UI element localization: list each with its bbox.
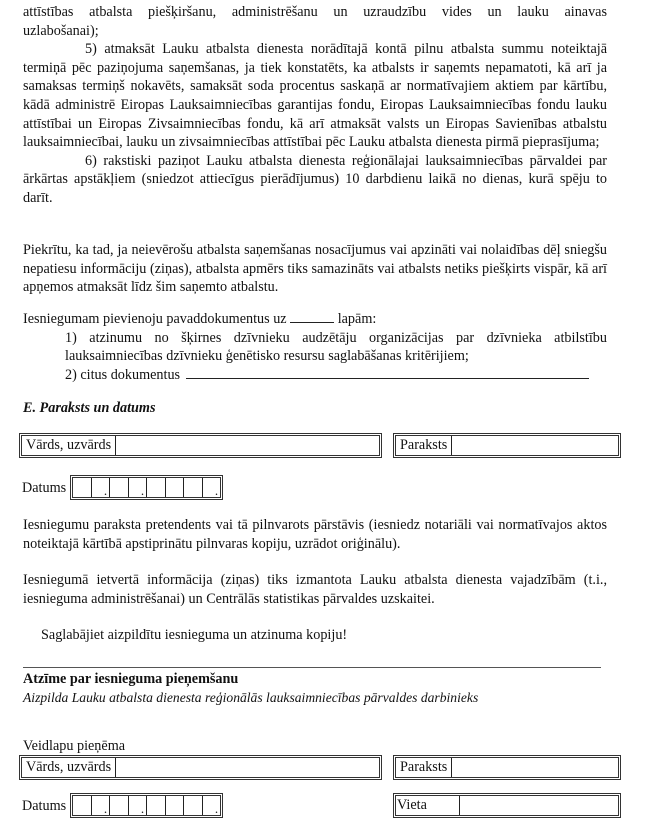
officer-date-field (22, 793, 223, 818)
officer-date-label: Datums (22, 797, 67, 814)
agreement-paragraph (23, 241, 607, 297)
acceptance-heading: Atzīme par iesnieguma pieņemšanu (23, 671, 239, 687)
acceptance-subheading: Aizpilda Lauku atbalsta dienesta reģionālās lauksaimniecības pārvaldes darbinieks (23, 689, 479, 705)
save-copy-text: Saglabājiet aizpildītu iesnieguma un atzinuma kopiju! (41, 627, 348, 643)
place-label: Vieta (396, 796, 460, 815)
info-usage-text: Iesniegumā ietvertā informācija (ziņas) tiks izmantota Lauku atbalsta dienesta vajadzībām (t.i., iesnieguma administrēšanai) un Centrālās statistikas pārvaldes uzskaitei. (23, 572, 607, 607)
date-digit-cell[interactable] (166, 478, 185, 497)
officer-name-field[interactable] (19, 755, 382, 780)
signature-note (23, 516, 607, 553)
date-digit-cell[interactable] (110, 796, 129, 815)
accepted-by (23, 737, 607, 756)
officer-name-input[interactable] (116, 758, 379, 777)
date-digit-cell[interactable] (73, 478, 92, 497)
date-digit-cell[interactable] (147, 478, 166, 497)
date-digit-cell[interactable] (203, 478, 221, 497)
applicant-date-label: Datums (22, 479, 67, 496)
attachments-section (23, 310, 607, 384)
place-field[interactable] (393, 793, 621, 818)
section-divider (23, 667, 601, 668)
applicant-signature-label: Paraksts (396, 436, 452, 455)
attachments-intro (23, 310, 607, 329)
officer-signature-field[interactable] (393, 755, 621, 780)
officer-date-boxes[interactable] (70, 793, 223, 818)
date-digit-cell[interactable] (73, 796, 92, 815)
date-digit-cell[interactable] (166, 796, 185, 815)
applicant-date-boxes[interactable] (70, 475, 223, 500)
attachment-item-2-label: 2) citus dokumentus (65, 366, 181, 383)
section-e (23, 399, 607, 418)
place-input[interactable] (460, 796, 618, 815)
attachments-intro-suffix: lapām: (337, 311, 377, 327)
applicant-name-input[interactable] (116, 436, 379, 455)
paragraph-continuation (23, 3, 607, 208)
signed-by-note: Iesniegumu paraksta pretendents vai tā pilnvarots pārstāvis (iesniedz notariāli vai normatīvajos aktos noteiktajā kārtībā apstiprinātu pilnvaras kopiju, uzrādot oriģinālu). (23, 517, 607, 552)
applicant-name-field[interactable] (19, 433, 382, 458)
attachment-item-2 (23, 366, 607, 385)
attachments-intro-text: Iesniegumam pievienoju pavaddokumentus uz (23, 311, 287, 327)
date-digit-cell[interactable] (184, 478, 203, 497)
agreement-text: Piekrītu, ka tad, ja neievērošu atbalsta saņemšanas nosacījumus vai apzināti vai nolaidības dēļ sniegšu nepatiesu informāciju (ziņas), atbalsta apmērs tiks samazināts vai atbalsts netiks piešķirts vispār, kā arī apņemos atmaksāt līdz šim saņemto atbalstu. (23, 242, 607, 296)
date-digit-cell[interactable] (92, 796, 111, 815)
section-e-heading: E. Paraksts un datums (23, 400, 156, 416)
officer-signature-label: Paraksts (396, 758, 452, 777)
continuation-line-1: attīstības atbalsta piešķiršanu, administrēšanu un uzraudzību vides un lauku ainavas (23, 4, 607, 20)
applicant-date-field (22, 475, 223, 500)
date-digit-cell[interactable] (92, 478, 111, 497)
applicant-signature-field[interactable] (393, 433, 621, 458)
date-digit-cell[interactable] (129, 796, 148, 815)
accepted-by-label: Veidlapu pieņēma (23, 738, 126, 754)
other-documents-field[interactable] (186, 366, 589, 379)
continuation-line-2: uzlabošanai); (23, 22, 99, 39)
date-digit-cell[interactable] (203, 796, 221, 815)
pages-count-field[interactable] (290, 310, 334, 323)
applicant-signature-input[interactable] (452, 436, 618, 455)
date-digit-cell[interactable] (129, 478, 148, 497)
date-digit-cell[interactable] (184, 796, 203, 815)
date-digit-cell[interactable] (110, 478, 129, 497)
applicant-name-label: Vārds, uzvārds (22, 436, 116, 455)
obligation-item-5: 5) atmaksāt Lauku atbalsta dienesta norādītajā kontā pilnu atbalsta summu noteiktajā termiņā pēc paziņojuma saņemšanas, ja tiek konstatēts, ka atbalsts ir saņemts nepamatoti, kā arī ja samaksas termiņš nokavēts, samaksāt soda procentus saskaņā ar normatīvajiem aktiem par kārtību, kādā administrē Eiropas Lauksaimniecības garantijas fondu, Eiropas Lauksaimniecības fondu lauku attīstībai un Eiropas Zivsaimniecības fondu, kā arī atmaksāt valsts un Eiropas Savienības atbalstu lauksaimniecībai, lauku un zivsaimniecības attīstībai pēc Lauku atbalsta dienesta pirmā pieprasījuma; (23, 41, 607, 151)
officer-name-label: Vārds, uzvārds (22, 758, 116, 777)
obligation-item-6: 6) rakstiski paziņot Lauku atbalsta dienesta reģionālajai lauksaimniecības pārvaldei par ārkārtas apstākļiem (sniedzot attiecīgus pierādījumus) 10 darbdienu laikā no dienas, kurā spēju to darīt. (23, 152, 607, 206)
save-copy-note (41, 626, 625, 645)
officer-signature-input[interactable] (452, 758, 618, 777)
date-digit-cell[interactable] (147, 796, 166, 815)
info-usage-note (23, 571, 607, 608)
acceptance-section (23, 670, 607, 707)
attachment-item-1: 1) atzinumu no šķirnes dzīvnieku audzētāju organizācijas par dzīvnieka atbilstību lauksaimniecības dzīvnieku ģenētisko resursu saglabāšanas kritērijiem; (65, 329, 607, 365)
